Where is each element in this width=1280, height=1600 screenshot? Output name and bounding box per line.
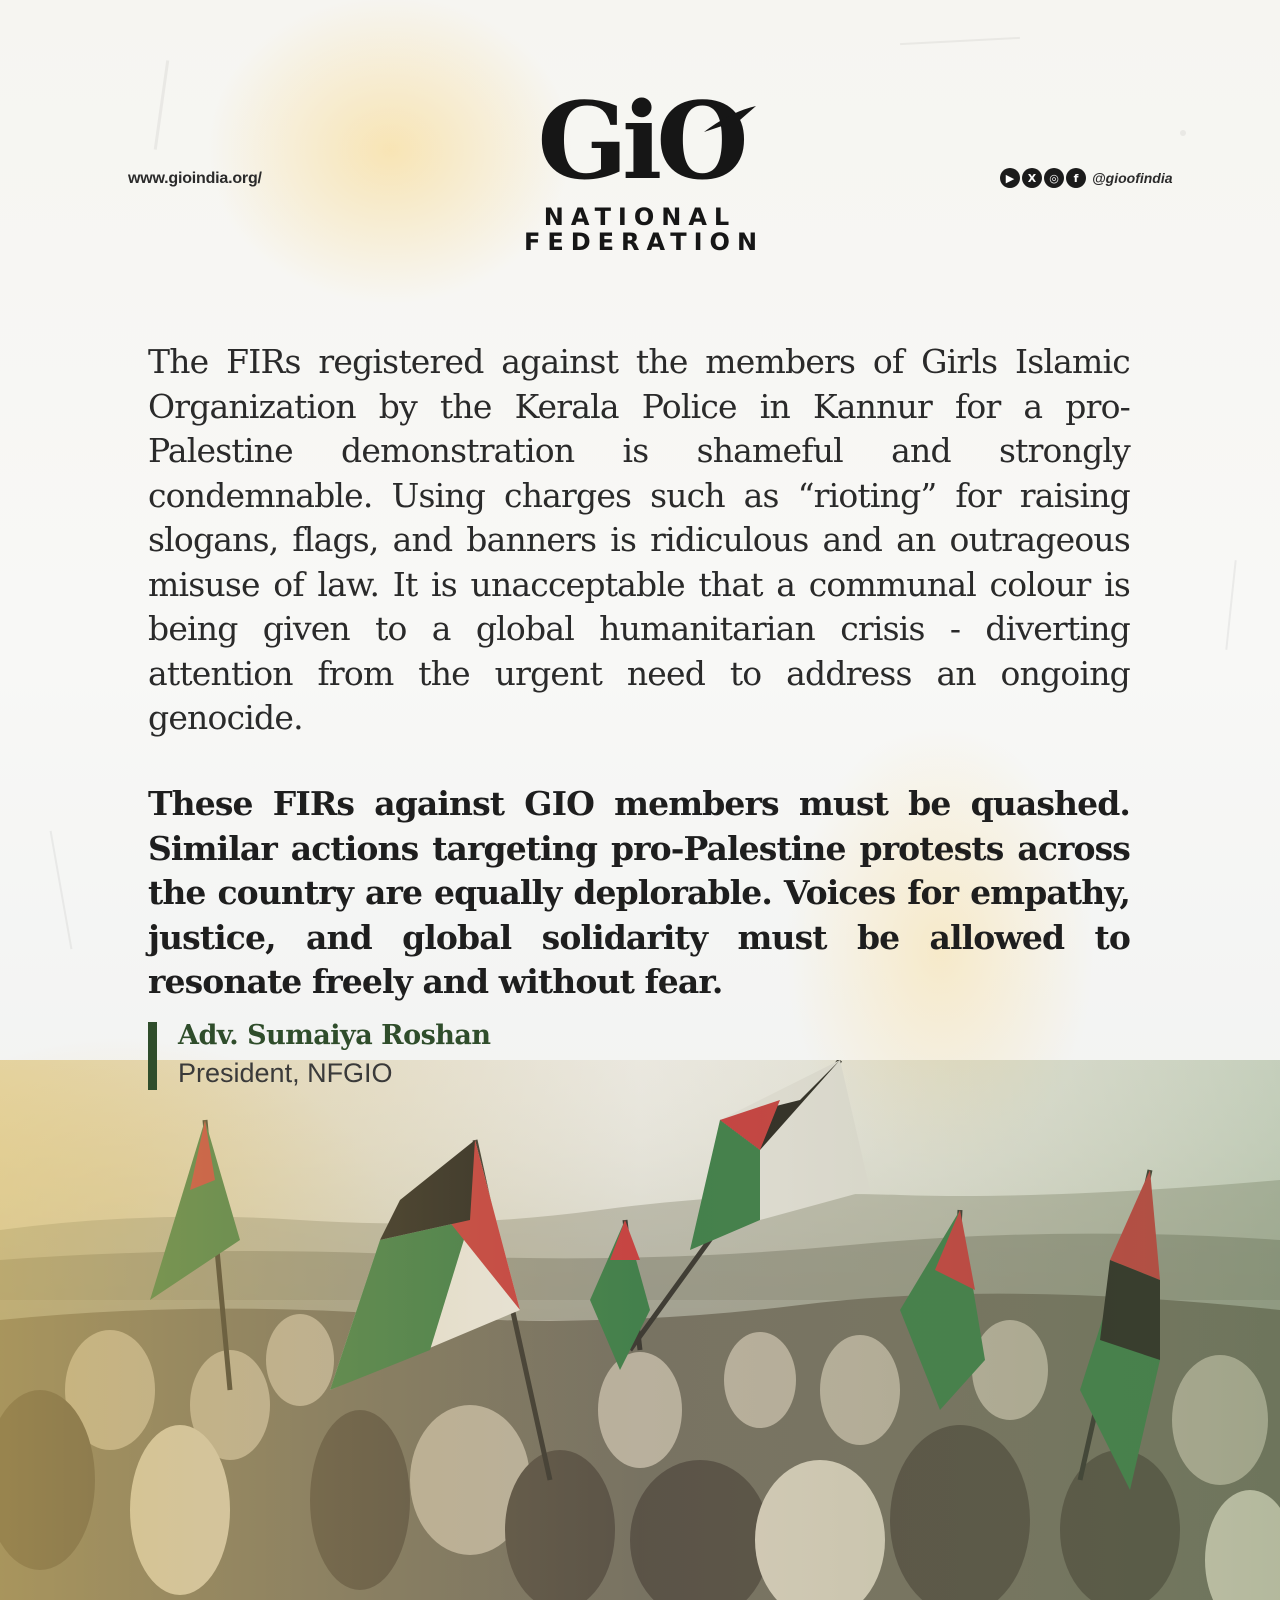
logo-swoosh-icon [700,102,760,142]
facebook-icon[interactable]: f [1066,168,1086,188]
logo-text-national: NATIONAL [543,203,737,231]
signature-title: President, NFGIO [178,1058,393,1088]
texture-scratch [1225,560,1236,650]
logo-text-federation: FEDERATION [523,228,765,256]
texture-scratch [154,60,169,150]
texture-scratch [900,37,1020,45]
social-handle[interactable]: @gioofindia [1092,170,1173,186]
texture-scratch [50,831,73,950]
gio-logo [500,78,780,262]
signature-accent-bar [148,1022,157,1090]
signature-name: Adv. Sumaiya Roshan [178,1020,491,1051]
x-icon[interactable]: X [1022,168,1042,188]
statement-paragraph-1: The FIRs registered against the members of Girls Islamic Organization by the Kerala Police in Kannur for a pro-Palestine demonstration is shameful and strongly condemnable. Using charges such as “rioting” for raising slogans, flags, and banners is ridiculous and an outrageous misuse of law. It is unacceptable that a communal colour is being given to a global humanitarian crisis - diverting attention from the urgent need to address an ongoing genocide. [148,342,1130,737]
protest-photo [0,1060,1280,1600]
texture-speck [1180,130,1186,136]
youtube-icon[interactable]: ▶ [1000,168,1020,188]
social-links [1000,168,1173,188]
logo-mark: GiO [537,78,743,203]
statement-paragraph-2: These FIRs against GIO members must be quashed. Similar actions targeting pro-Palestine protests across the country are equally deplorable. Voices for empathy, justice, and global solidarity must be allowed to resonate freely and without fear. [148,784,1130,1001]
instagram-icon[interactable]: ◎ [1044,168,1064,188]
website-link[interactable]: www.gioindia.org/ [128,170,262,187]
